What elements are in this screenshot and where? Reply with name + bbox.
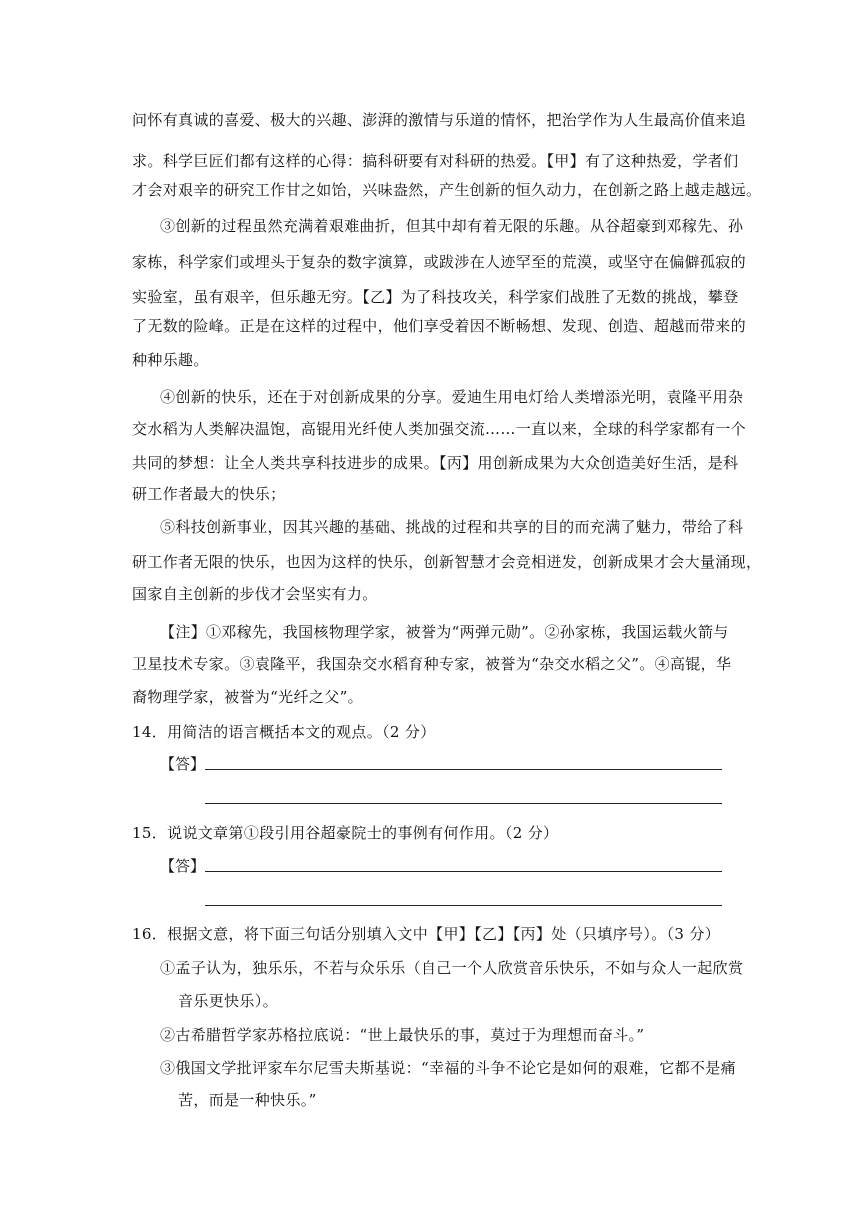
answer-line-15b[interactable] (205, 905, 722, 906)
passage-p5-line: ⑤科技创新事业，因其兴趣的基础、挑战的过程和共享的目的而充满了魅力，带给了科 (160, 518, 744, 536)
answer-line-15a[interactable] (205, 871, 722, 872)
answer-label-14: 【答】 (160, 755, 206, 773)
passage-p4-line: 共同的梦想：让全人类共享科技进步的成果。【丙】用创新成果为大众创造美好生活，是科 (132, 454, 739, 472)
question-16: 16．根据文意，将下面三句话分别填入文中【甲】【乙】【丙】处（只填序号）。（3 分） (132, 925, 721, 943)
passage-p4-line: 研工作者最大的快乐； (132, 485, 286, 503)
passage-p2-line: 问怀有真诚的喜爱、极大的兴趣、澎湃的激情与乐道的情怀，把治学作为人生最高价值来追 (132, 111, 747, 129)
question-14: 14．用简洁的语言概括本文的观点。（2 分） (132, 723, 436, 741)
passage-p4-line: ④创新的快乐，还在于对创新成果的分享。爱迪生用电灯给人类增添光明，袁隆平用杂 (160, 388, 744, 406)
passage-p3-line: 种种乐趣。 (132, 351, 209, 369)
answer-label-15: 【答】 (160, 857, 206, 875)
note-line: 裔物理学家，被誉为“光纤之父”。 (132, 688, 363, 706)
passage-p2-line: 才会对艰辛的研究工作甘之如饴，兴味盎然，产生创新的恒久动力，在创新之路上越走越远。 (132, 181, 762, 199)
passage-p3-line: 了无数的险峰。正是在这样的过程中，他们享受着因不断畅想、发现、创造、超越而带来的 (132, 317, 747, 335)
option-1-line: ①孟子认为，独乐乐，不若与众乐乐（自己一个人欣赏音乐快乐，不如与众人一起欣赏 (160, 959, 744, 977)
passage-p5-line: 研工作者无限的快乐，也因为这样的快乐，创新智慧才会竞相迸发，创新成果才会大量涌现， (132, 553, 762, 571)
note-line: 【注】①邓稼先，我国核物理学家，被誉为“两弹元勋”。②孙家栋，我国运载火箭与 (160, 623, 729, 641)
note-line: 卫星技术专家。③袁隆平，我国杂交水稻育种专家，被誉为“杂交水稻之父”。④高锟，华 (132, 655, 732, 673)
passage-p2-line: 求。科学巨匠们都有这样的心得：搞科研要有对科研的热爱。【甲】有了这种热爱，学者们 (132, 152, 739, 170)
option-1-line: 音乐更快乐）。 (178, 992, 278, 1010)
passage-p3-line: ③创新的过程虽然充满着艰难曲折，但其中却有着无限的乐趣。从谷超豪到邓稼先、孙 (160, 217, 744, 235)
passage-p3-line: 实验室，虽有艰辛，但乐趣无穷。【乙】为了科技攻关，科学家们战胜了无数的挑战，攀登 (132, 288, 739, 306)
answer-line-14b[interactable] (205, 803, 722, 804)
option-3-line: ③俄国文学批评家车尔尼雪夫斯基说：“幸福的斗争不论它是如何的艰难，它都不是痛 (160, 1059, 736, 1077)
passage-p3-line: 家栋，科学家们或埋头于复杂的数字演算，或跋涉在人迹罕至的荒漠，或坚守在偏僻孤寂的 (132, 253, 747, 271)
option-2: ②古希腊哲学家苏格拉底说：“世上最快乐的事，莫过于为理想而奋斗。” (160, 1026, 645, 1044)
answer-line-14a[interactable] (205, 769, 722, 770)
passage-p4-line: 交水稻为人类解决温饱，高锟用光纤使人类加强交流……一直以来，全球的科学家都有一个 (132, 420, 747, 438)
option-3-line: 苦，而是一种快乐。” (178, 1091, 317, 1109)
passage-p5-line: 国家自主创新的步伐才会坚实有力。 (132, 585, 378, 603)
question-15: 15．说说文章第①段引用谷超豪院士的事例有何作用。（2 分） (132, 824, 559, 842)
